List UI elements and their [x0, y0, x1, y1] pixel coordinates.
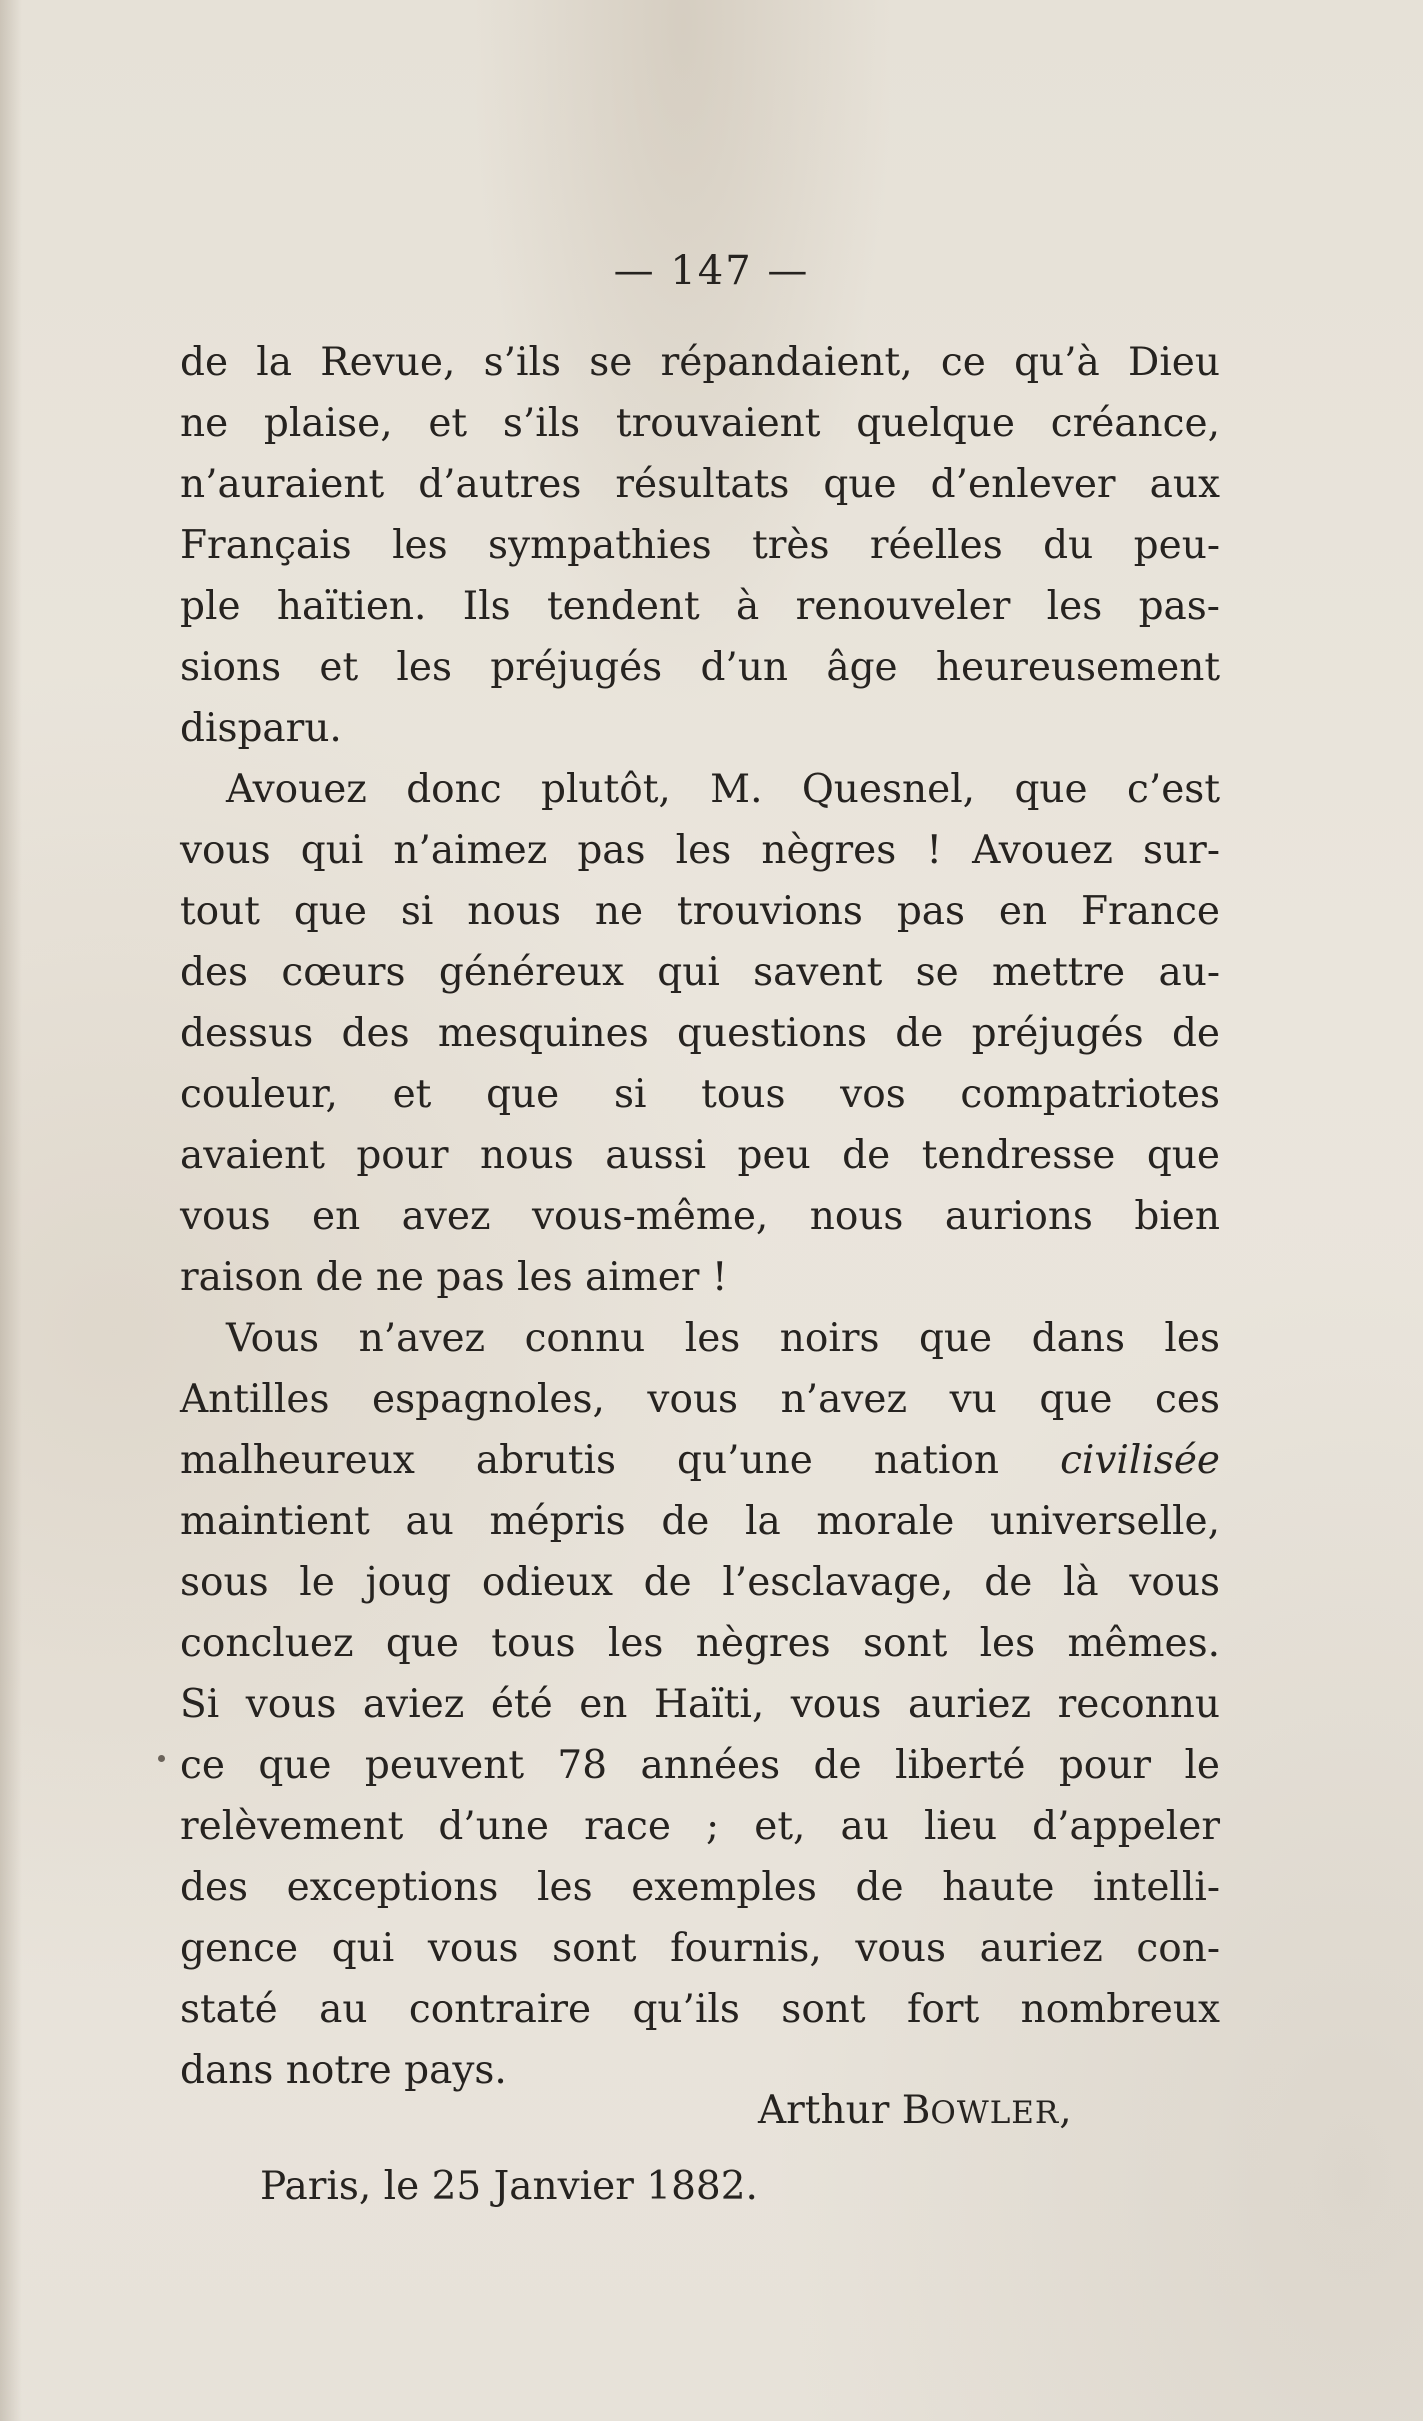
text-line: tout que si nous ne trouvions pas en France: [180, 889, 1220, 934]
text-line: couleur, et que si tous vos compatriotes: [180, 1072, 1220, 1117]
text-line: relèvement d’une race ; et, au lieu d’appeler: [180, 1804, 1220, 1849]
text-line: n’auraient d’autres résultats que d’enlever aux: [180, 462, 1220, 507]
text-line: staté au contraire qu’ils sont fort nombreux: [180, 1987, 1220, 2032]
text-line: des exceptions les exemples de haute intelli-: [180, 1865, 1220, 1910]
page-edge-shadow: [0, 0, 22, 2421]
text-line: avaient pour nous aussi peu de tendresse que: [180, 1133, 1220, 1178]
text-line: Si vous aviez été en Haïti, vous auriez reconnu: [180, 1682, 1220, 1727]
signature-suffix: ,: [1059, 2088, 1072, 2133]
text-line: Avouez donc plutôt, M. Quesnel, que c’est: [226, 767, 1220, 812]
text-line-with-italic: [180, 1430, 1220, 1491]
text-segment: malheureux abrutis qu’une nation: [180, 1438, 1000, 1483]
signature: [758, 2088, 1072, 2133]
text-line: ple haïtien. Ils tendent à renouveler les pas-: [180, 584, 1220, 629]
text-line: vous qui n’aimez pas les nègres ! Avouez sur-: [180, 828, 1220, 873]
text-line: disparu.: [180, 706, 342, 751]
body-text: [180, 332, 1220, 2101]
signature-small-caps: OWLER: [930, 2095, 1060, 2131]
text-line: Vous n’avez connu les noirs que dans les: [226, 1316, 1220, 1361]
text-line: des cœurs généreux qui savent se mettre au-: [180, 950, 1220, 995]
text-line: ce que peuvent 78 années de liberté pour le: [180, 1743, 1220, 1788]
signature-first: Arthur B: [758, 2088, 931, 2133]
text-line: Français les sympathies très réelles du peu-: [180, 523, 1220, 568]
text-line: ne plaise, et s’ils trouvaient quelque créance,: [180, 401, 1220, 446]
text-line: Antilles espagnoles, vous n’avez vu que ces: [180, 1377, 1220, 1422]
text-line: sous le joug odieux de l’esclavage, de là vous: [180, 1560, 1220, 1605]
text-line: raison de ne pas les aimer !: [180, 1255, 728, 1300]
text-line: maintient au mépris de la morale universelle,: [180, 1499, 1220, 1544]
ink-speck: [158, 1755, 165, 1762]
text-line: concluez que tous les nègres sont les mêmes.: [180, 1621, 1220, 1666]
page-number: — 147 —: [613, 248, 810, 294]
text-line: sions et les préjugés d’un âge heureusement: [180, 645, 1220, 690]
text-line: dessus des mesquines questions de préjugés de: [180, 1011, 1220, 1056]
text-line: gence qui vous sont fournis, vous auriez con-: [180, 1926, 1220, 1971]
dateline: Paris, le 25 Janvier 1882.: [260, 2164, 758, 2209]
text-line: de la Revue, s’ils se répandaient, ce qu’à Dieu: [180, 340, 1220, 385]
text-line: dans notre pays.: [180, 2048, 507, 2093]
italic-word: civilisée: [1060, 1438, 1221, 1483]
text-line: vous en avez vous-même, nous aurions bien: [180, 1194, 1220, 1239]
